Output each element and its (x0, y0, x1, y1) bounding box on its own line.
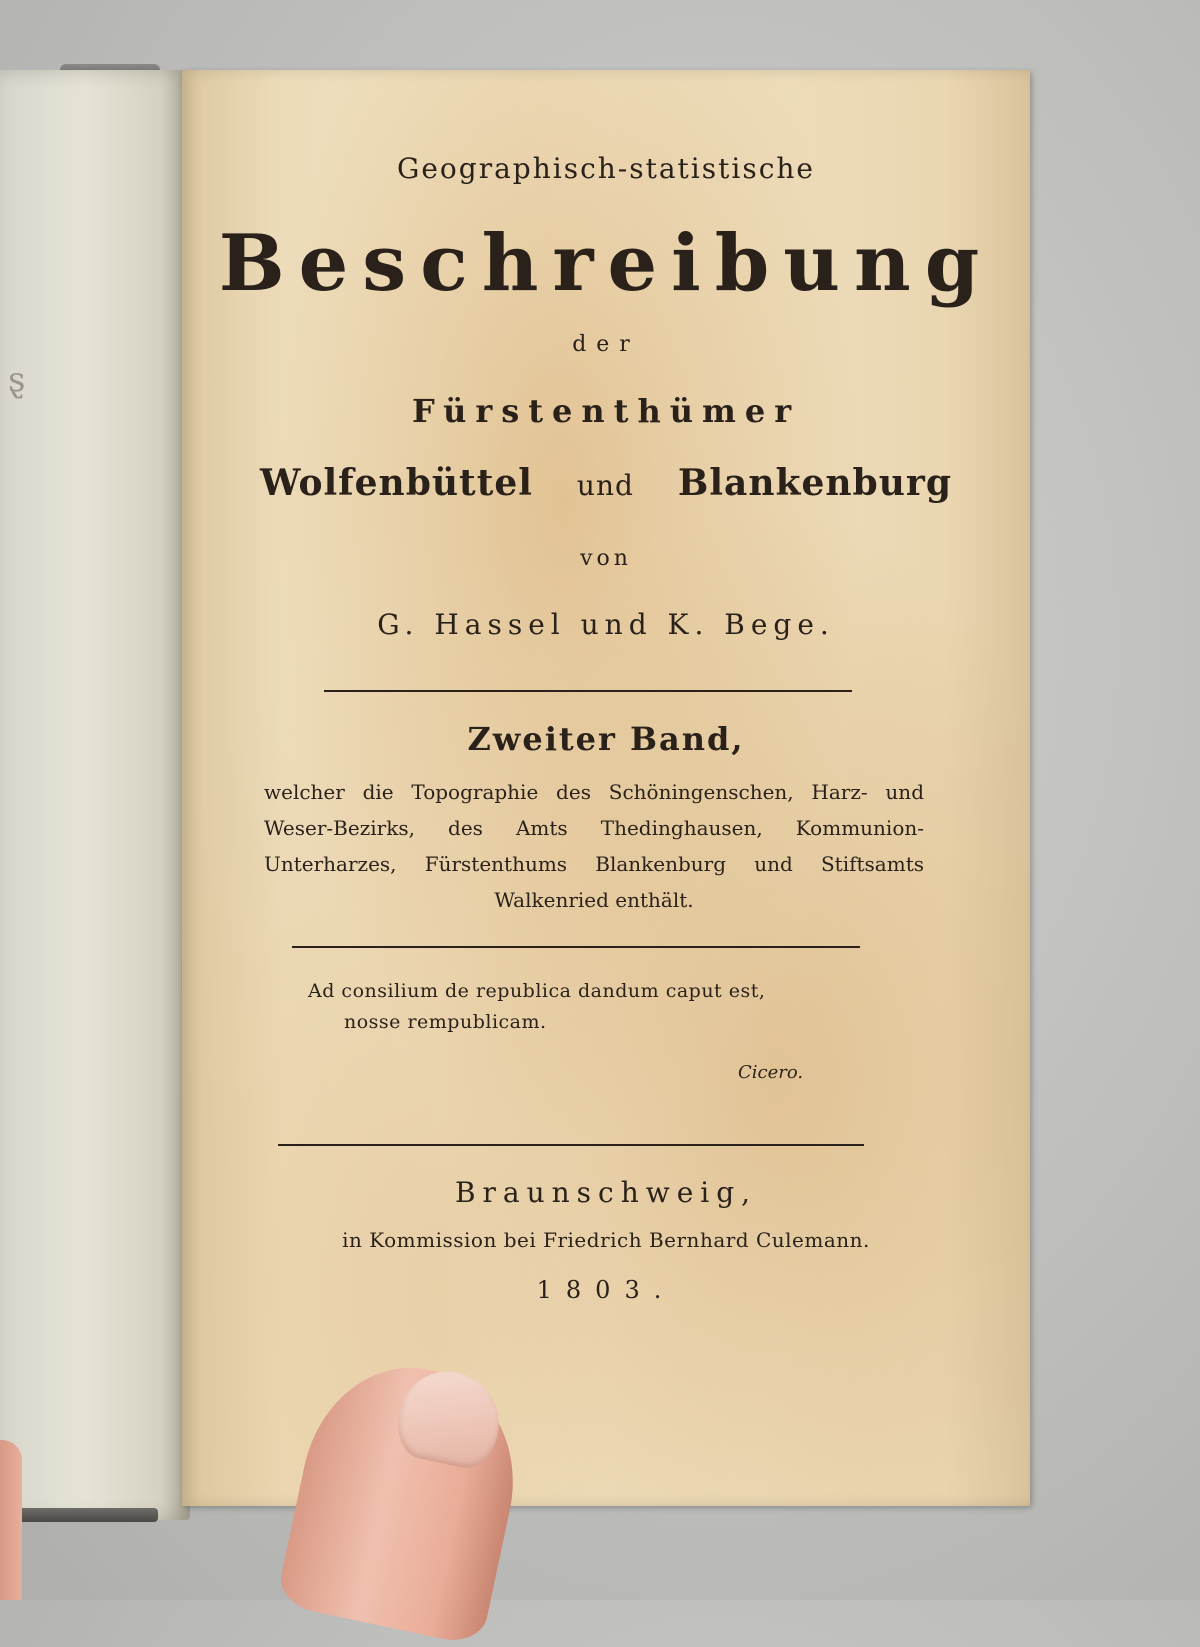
quote-attribution: Cicero. (738, 1062, 804, 1083)
subtitle-line: Geographisch-statistische (396, 152, 815, 185)
volume-description: welcher die Topographie des Schöningenschen, Harz- und Weser-Bezirks, des Amts Thedinghausen, Kommunion-Unterharzes, Fürstenthums Blankenburg und Stiftsamts Walkenried enthält. (264, 780, 924, 912)
latin-quote-line-2: nosse rempublicam. (344, 1011, 547, 1033)
publisher-line: in Kommission bei Friedrich Bernhard Culemann. (342, 1228, 870, 1252)
preposition-von: von (580, 546, 632, 571)
places-line (182, 462, 1030, 504)
hand-edge (0, 1440, 22, 1600)
main-title: Beschreibung (218, 218, 994, 309)
principalities-line: Fürstenthümer (411, 392, 801, 430)
article-der: der (572, 332, 640, 357)
authors-line: G. Hassel und K. Bege. (377, 608, 835, 641)
latin-quote-line-1: Ad consilium de republica dandum caput est, (308, 980, 766, 1002)
conjunction-und: und (576, 469, 634, 502)
volume-line: Zweiter Band, (467, 720, 745, 758)
title-page (182, 70, 1030, 1506)
divider-rule (324, 690, 852, 692)
divider-rule (278, 1144, 864, 1146)
latin-quote (308, 976, 868, 1038)
place-blankenburg: Blankenburg (677, 462, 953, 504)
publication-year: 1803. (536, 1276, 676, 1304)
left-page (0, 70, 190, 1520)
left-page-mark: ȿ (8, 360, 26, 400)
place-wolfenbuettel: Wolfenbüttel (259, 462, 533, 504)
book-spine-bottom (18, 1508, 158, 1522)
publication-place: Braunschweig, (454, 1176, 758, 1209)
divider-rule (292, 946, 860, 948)
